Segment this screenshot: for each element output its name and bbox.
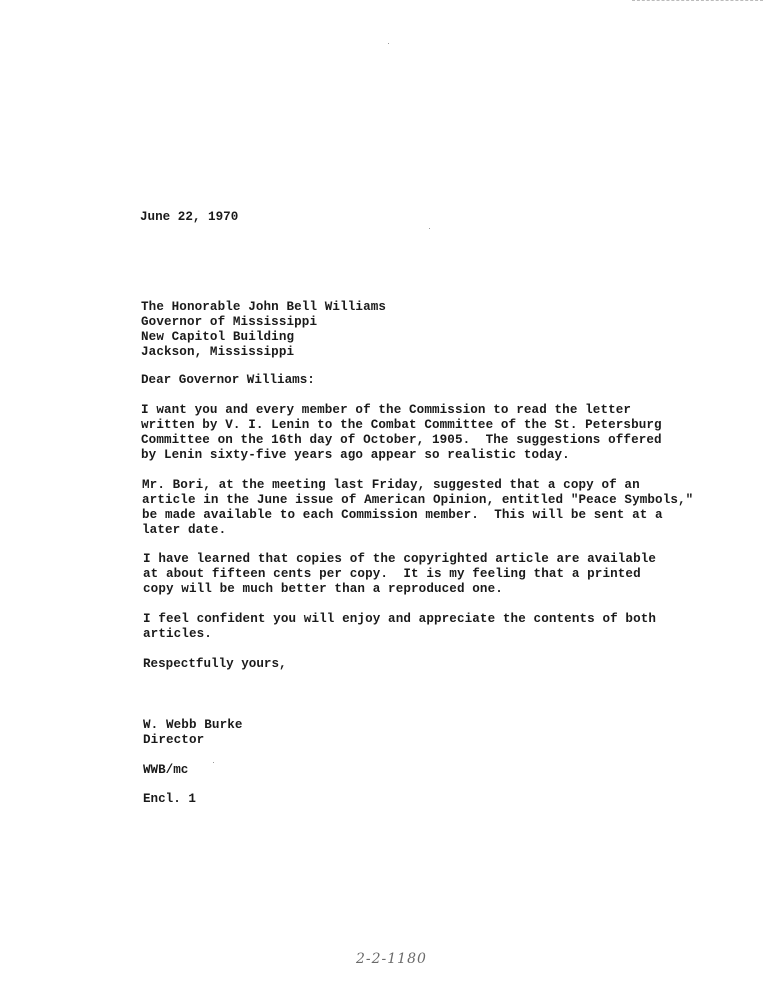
scan-speck: [388, 43, 389, 44]
body-line: be made available to each Commission member. This will be sent at a: [142, 508, 663, 522]
body-line: I feel confident you will enjoy and appreciate the contents of both: [143, 612, 657, 626]
letter-date: June 22, 1970: [140, 210, 239, 224]
recipient-line: Jackson, Mississippi: [141, 345, 295, 359]
complimentary-close: Respectfully yours,: [143, 657, 287, 671]
body-line: copy will be much better than a reproduced one.: [143, 582, 503, 596]
body-line: by Lenin sixty-five years ago appear so realistic today.: [141, 448, 570, 462]
recipient-line: The Honorable John Bell Williams: [141, 300, 387, 314]
handwritten-file-number: 2-2-1180: [356, 951, 427, 967]
body-line: at about fifteen cents per copy. It is my feeling that a printed: [143, 567, 641, 581]
scan-speck: [429, 228, 430, 229]
body-line: articles.: [143, 627, 212, 641]
typist-initials: WWB/mc: [143, 763, 189, 777]
recipient-line: Governor of Mississippi: [141, 315, 318, 329]
signer-name: W. Webb Burke: [143, 718, 243, 732]
scan-edge-mark: [632, 0, 763, 2]
body-line: later date.: [142, 523, 227, 537]
body-line: Committee on the 16th day of October, 1905. The suggestions offered: [141, 433, 662, 447]
salutation: Dear Governor Williams:: [141, 373, 315, 387]
scan-speck: [213, 762, 214, 763]
body-line: I want you and every member of the Commission to read the letter: [141, 403, 632, 417]
body-line: Mr. Bori, at the meeting last Friday, suggested that a copy of an: [142, 478, 640, 492]
recipient-line: New Capitol Building: [141, 330, 295, 344]
body-line: written by V. I. Lenin to the Combat Committee of the St. Petersburg: [141, 418, 662, 432]
signer-title: Director: [143, 733, 205, 747]
body-line: I have learned that copies of the copyrighted article are available: [143, 552, 657, 566]
enclosure-note: Encl. 1: [143, 792, 196, 806]
body-line: article in the June issue of American Opinion, entitled "Peace Symbols,": [142, 493, 694, 507]
